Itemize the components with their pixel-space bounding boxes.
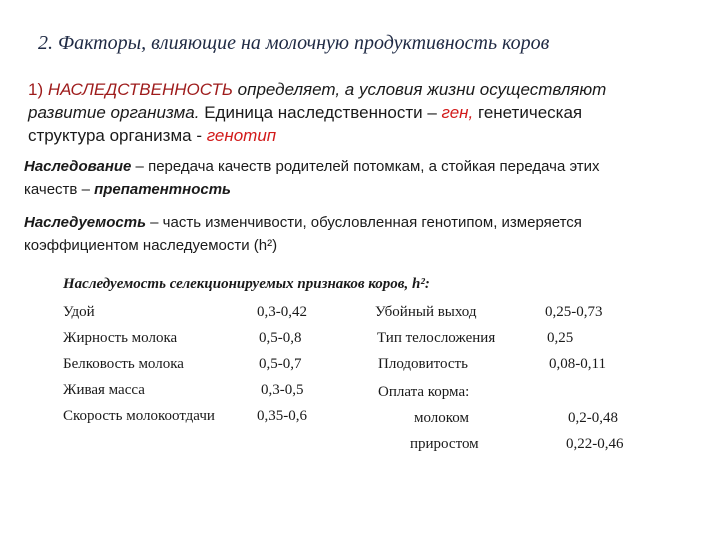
slide-title: 2. Факторы, влияющие на молочную продуктивность коров: [38, 32, 550, 54]
heredity-line2-rest: Единица наследственности –: [199, 103, 442, 122]
trait-value: 0,08-0,11: [549, 356, 606, 372]
prepotency-term: препатентность: [94, 181, 231, 198]
trait-value: 0,2-0,48: [568, 410, 618, 426]
heredity-line-1: [28, 78, 606, 101]
inheritance-paragraph: [24, 155, 600, 201]
heredity-term: НАСЛЕДСТВЕННОСТЬ: [47, 80, 233, 99]
trait-value: 0,35-0,6: [257, 408, 307, 424]
trait-name: Белковость молока: [63, 356, 184, 372]
trait-name: Тип телосложения: [377, 330, 496, 346]
heredity-line2-italic: развитие организма.: [28, 103, 200, 122]
trait-value: 0,25: [547, 330, 574, 346]
trait-value: 0,5-0,8: [259, 330, 302, 346]
trait-name: приростом: [410, 436, 479, 452]
heritability-line-1: [24, 211, 582, 234]
trait-name: Плодовитость: [378, 356, 468, 372]
inheritance-line-2: [24, 178, 600, 201]
heritability-table-heading: Наследуемость селекционируемых признаков коров, h²:: [63, 276, 430, 292]
heredity-line-3: [28, 124, 606, 147]
genotype-term: генотип: [206, 126, 277, 145]
trait-name: Живая масса: [63, 382, 145, 398]
trait-value: 0,5-0,7: [259, 356, 302, 372]
inheritance-term: Наследование: [24, 158, 132, 175]
heredity-line-2: [28, 101, 606, 124]
inheritance-line2-start: качеств –: [24, 181, 95, 198]
trait-name: Скорость молокоотдачи: [63, 408, 215, 424]
trait-name: Оплата корма:: [378, 384, 470, 400]
trait-name: молоком: [414, 410, 470, 426]
trait-name: Жирность молока: [63, 330, 178, 346]
heredity-number: 1): [28, 80, 44, 99]
trait-value: 0,22-0,46: [566, 436, 624, 452]
trait-name: Удой: [63, 304, 95, 320]
trait-value: 0,3-0,42: [257, 304, 307, 320]
heredity-line2-tail: генетическая: [473, 103, 583, 122]
heritability-line1-rest: – часть изменчивости, обусловленная генотипом, измеряется: [145, 214, 582, 231]
trait-value: 0,3-0,5: [261, 382, 304, 398]
gene-term: ген,: [441, 103, 474, 122]
trait-name: Убойный выход: [375, 304, 477, 320]
heritability-paragraph: [24, 211, 582, 257]
heredity-line1-rest: определяет, а условия жизни осуществляют: [232, 80, 607, 99]
heredity-paragraph: [28, 78, 606, 147]
heritability-term: Наследуемость: [24, 214, 146, 231]
heritability-line-2: коэффициентом наследуемости (h²): [24, 237, 278, 254]
inheritance-line-1: [24, 155, 600, 178]
heredity-line3-start: структура организма -: [28, 126, 207, 145]
trait-value: 0,25-0,73: [545, 304, 603, 320]
inheritance-line1-rest: – передача качеств родителей потомкам, а стойкая передача этих: [131, 158, 600, 175]
